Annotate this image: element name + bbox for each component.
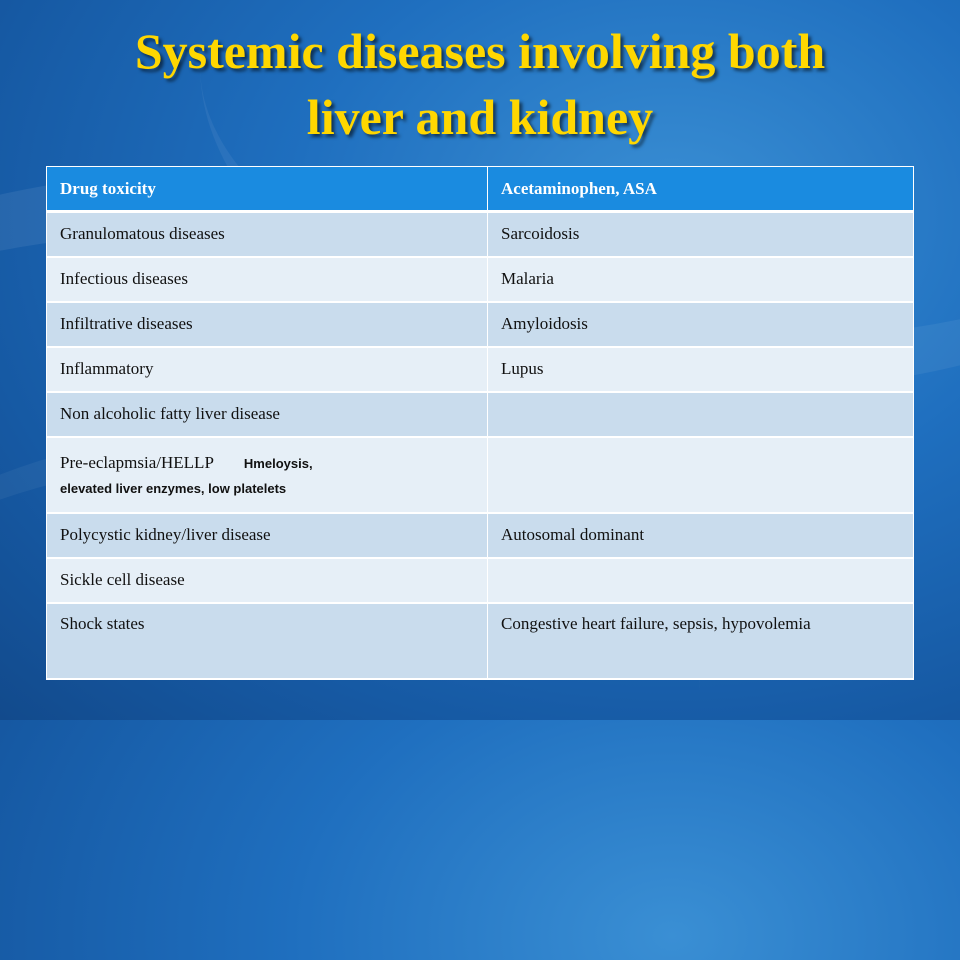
table-row — [47, 558, 914, 603]
table-cell — [47, 437, 488, 513]
table-row — [47, 347, 914, 392]
table-row — [47, 257, 914, 302]
table-header-cell: Acetaminophen, ASA — [488, 167, 914, 212]
table-cell — [488, 437, 914, 513]
table-cell — [488, 558, 914, 603]
table-row — [47, 437, 914, 513]
table-row — [47, 302, 914, 347]
hellp-note-part-2: elevated liver enzymes, low platelets — [60, 481, 287, 496]
table-cell: Autosomal dominant — [488, 513, 914, 558]
table-row — [47, 603, 914, 679]
table-header-row — [47, 167, 914, 212]
table-header-cell: Drug toxicity — [47, 167, 488, 212]
table-cell: Non alcoholic fatty liver disease — [47, 392, 488, 437]
disease-table — [46, 166, 914, 680]
hellp-note-part-1: Hmeloysis, — [243, 456, 313, 471]
table-cell: Infectious diseases — [47, 257, 488, 302]
table-cell: Inflammatory — [47, 347, 488, 392]
table-cell: Shock states — [47, 603, 488, 679]
table-cell: Sarcoidosis — [488, 212, 914, 257]
table-cell: Amyloidosis — [488, 302, 914, 347]
table-cell: Lupus — [488, 347, 914, 392]
slide-title-line-2: liver and kidney — [306, 89, 654, 145]
table-cell: Sickle cell disease — [47, 558, 488, 603]
table-row — [47, 212, 914, 257]
slide-title-line-1: Systemic diseases involving both — [134, 23, 826, 79]
table-cell: Congestive heart failure, sepsis, hypovolemia — [488, 603, 914, 679]
table-row — [47, 513, 914, 558]
table-cell: Granulomatous diseases — [47, 212, 488, 257]
table-cell: Infiltrative diseases — [47, 302, 488, 347]
table-cell: Polycystic kidney/liver disease — [47, 513, 488, 558]
hellp-label: Pre-eclapmsia/HELLP — [60, 453, 214, 472]
table-cell — [488, 392, 914, 437]
table-cell: Malaria — [488, 257, 914, 302]
slide-title — [40, 18, 920, 150]
table-row — [47, 392, 914, 437]
